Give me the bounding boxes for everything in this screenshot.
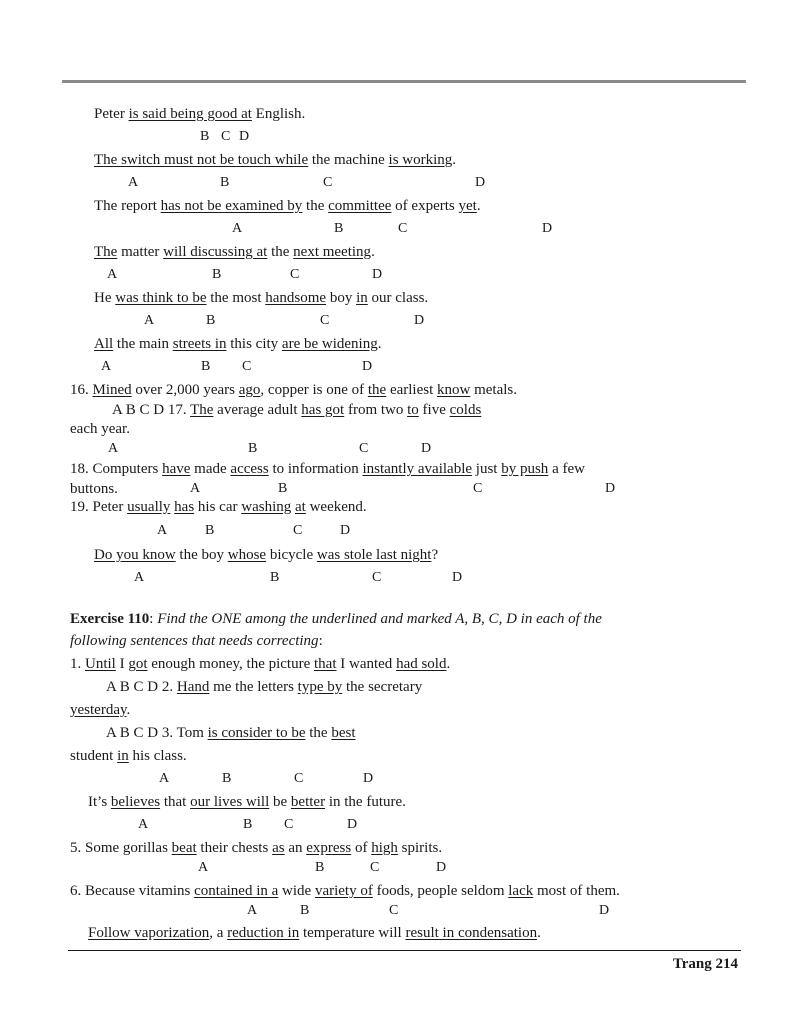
option-letter-d: D [239, 129, 250, 144]
option-letter-d: D [421, 441, 432, 456]
option-letter-c: C [320, 313, 330, 328]
option-letter-a: A [101, 359, 112, 374]
option-letter-a: A [198, 860, 209, 875]
question-do-you-know: Do you know the boy whose bicycle was stole last night? [94, 547, 439, 563]
option-letter-c: C [370, 860, 380, 875]
option-letter-b: B [248, 441, 258, 456]
option-letter-d: D [372, 267, 383, 282]
option-letter-d: D [347, 817, 358, 832]
option-letter-a: A [232, 221, 243, 236]
exercise-question-2-continued: yesterday. [70, 702, 131, 718]
question-matter: The matter will discussing at the next meeting. [94, 244, 375, 260]
exercise-question-1: 1. Until I got enough money, the picture that I wanted had sold. [70, 656, 451, 672]
option-letter-d: D [542, 221, 553, 236]
option-letter-b: B [315, 860, 325, 875]
option-letter-b: B [205, 523, 215, 538]
question-18: 18. Computers have made access to information instantly available just by push a few [70, 461, 585, 477]
header-rule [62, 80, 746, 83]
option-letter-b: B [220, 175, 230, 190]
option-letter-d: D [340, 523, 351, 538]
exercise-question-2: A B C D 2. Hand me the letters type by the secretary [106, 679, 423, 695]
question-19: 19. Peter usually has his car washing at weekend. [70, 499, 367, 515]
question-report: The report has not be examined by the committee of experts yet. [94, 198, 481, 214]
question-switch: The switch must not be touch while the machine is working. [94, 152, 457, 168]
option-letter-b: B [278, 481, 288, 496]
option-letter-c: C [323, 175, 333, 190]
question-he: He was think to be the most handsome boy in our class. [94, 290, 429, 306]
option-letter-a: A [134, 570, 145, 585]
exercise-heading: Exercise 110: Find the ONE among the underlined and marked A, B, C, D in each of the [70, 611, 602, 627]
option-letter-c: C [473, 481, 483, 496]
question-peter-said: Peter is said being good at English. [94, 106, 306, 122]
question-17: A B C D 17. The average adult has got from two to five colds [112, 402, 482, 418]
question-18-continued: buttons. [70, 481, 118, 497]
option-letter-a: A [128, 175, 139, 190]
exercise-question-6: 6. Because vitamins contained in a wide variety of foods, people seldom lack most of them. [70, 883, 620, 899]
option-letter-a: A [247, 903, 258, 918]
option-letter-a: A [108, 441, 119, 456]
exercise-question-3: A B C D 3. Tom is consider to be the best [106, 725, 356, 741]
option-letter-c: C [221, 129, 231, 144]
option-letter-b: B [300, 903, 310, 918]
question-16: 16. Mined over 2,000 years ago, copper is one of the earliest know metals. [70, 382, 518, 398]
option-letter-b: B [222, 771, 232, 786]
option-letter-c: C [242, 359, 252, 374]
footer-rule [68, 950, 741, 951]
option-letter-c: C [389, 903, 399, 918]
option-letter-a: A [159, 771, 170, 786]
option-letter-c: C [372, 570, 382, 585]
option-letter-a: A [157, 523, 168, 538]
option-letter-a: A [144, 313, 155, 328]
exercise-instruction: following sentences that needs correcting: [70, 633, 323, 649]
option-letter-c: C [359, 441, 369, 456]
option-letter-a: A [138, 817, 149, 832]
option-letter-a: A [190, 481, 201, 496]
exercise-question-5: 5. Some gorillas beat their chests as an express of high spirits. [70, 840, 443, 856]
option-letter-d: D [436, 860, 447, 875]
option-letter-d: D [363, 771, 374, 786]
option-letter-a: A [107, 267, 118, 282]
page-number: Trang 214 [672, 956, 738, 972]
option-letter-d: D [362, 359, 373, 374]
exercise-question-7: Follow vaporization, a reduction in temperature will result in condensation. [88, 925, 541, 941]
option-letter-c: C [293, 523, 303, 538]
option-letter-d: D [452, 570, 463, 585]
option-letter-b: B [334, 221, 344, 236]
question-all: All the main streets in this city are be widening. [94, 336, 382, 352]
option-letter-d: D [599, 903, 610, 918]
option-letter-c: C [290, 267, 300, 282]
option-letter-d: D [475, 175, 486, 190]
option-letter-b: B [212, 267, 222, 282]
option-letter-b: B [201, 359, 211, 374]
question-17-continued: each year. [70, 421, 130, 437]
option-letter-b: B [206, 313, 216, 328]
option-letter-c: C [294, 771, 304, 786]
exercise-question-4: It’s believes that our lives will be better in the future. [88, 794, 406, 810]
option-letter-c: C [398, 221, 408, 236]
option-letter-b: B [270, 570, 280, 585]
exercise-question-3-continued: student in his class. [70, 748, 187, 764]
option-letter-b: B [243, 817, 253, 832]
option-letter-b: B [200, 129, 210, 144]
option-letter-d: D [414, 313, 425, 328]
option-letter-d: D [605, 481, 616, 496]
option-letter-c: C [284, 817, 294, 832]
